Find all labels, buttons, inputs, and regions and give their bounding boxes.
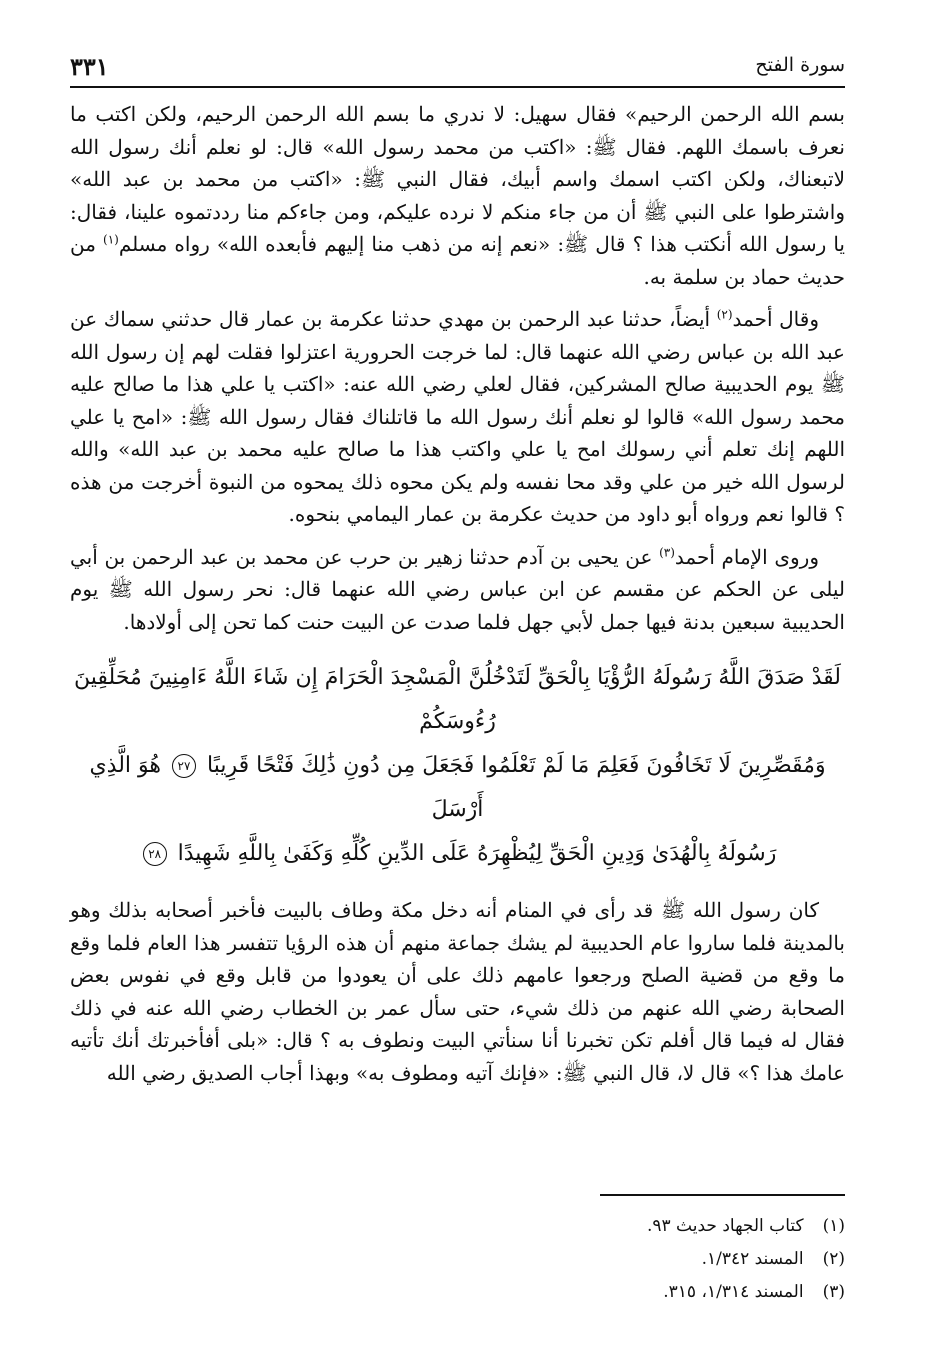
paragraph-2: وقال أحمد$^{(٢)}$ أيضاً، حدثنا عبد الرحمن بن مهدي حدثنا عكرمة بن عمار قال حدثني سماك عن عبد الله بن عباس رضي الله عنهما قال: لما خرجت الحرورية اعتزلوا فقلت لهم إن رسول الله ﷺ يوم الحديبية صالح المشركين، فقال لعلي رضي الله عنه: «اكتب يا علي هذا ما صالح عليه محمد رسول الله» قالوا لو نعلم أنك رسول الله ما قاتلناك فقال رسول الله ﷺ: «امح يا علي اللهم إنك تعلم أني رسولك امح يا علي واكتب هذا ما صالح عليه محمد بن عبد الله» والله لرسول الله خير من علي وقد محا نفسه ولم يكن محوه ذلك يمحوه من النبوة أخرجت من هذه ؟ قالوا نعم ورواه أبو داود من حديث عكرمة بن عمار اليمامي بنحوه. [70, 307, 845, 526]
footnotes [445, 1210, 845, 1309]
footnote-ref-3: (٣) [659, 544, 675, 559]
paragraph-1: بسم الله الرحمن الرحيم» فقال سهيل: لا ندري ما بسم الله الرحمن الرحيم، ولكن اكتب ما نعرف باسمك اللهم. فقال ﷺ: «اكتب من محمد رسول الله» قال: لو نعلم أنك رسول الله لاتبعناك، ولكن اكتب اسمك واسم أبيك، فقال النبي ﷺ: «اكتب من محمد بن عبد الله» واشترطوا على النبي ﷺ أن من جاء منكم لا نرده عليكم، ومن جاءكم منا رددتموه علينا، فقال: يا رسول الله أنكتب هذا ؟ قال ﷺ: «نعم إنه من ذهب منا إليهم فأبعده الله» رواه مسلم$^{(١)}$ من حديث حماد بن سلمة به. [70, 102, 845, 289]
footnote-text: المسند ١/٣١٤، ٣١٥. [663, 1282, 804, 1302]
footnote-ref-2: (٢) [716, 307, 733, 322]
footnote-text: كتاب الجهاد حديث ٩٣. [646, 1216, 804, 1236]
surah-title: سورة الفتح [755, 54, 845, 76]
main-text [70, 98, 845, 1099]
quran-line-3: رَسُولَهُ بِالْهُدَىٰ وَدِينِ الْحَقِّ لِيُظْهِرَهُ عَلَى الدِّينِ كُلِّهِ وَكَفَىٰ بِاللَّهِ شَهِيدًا ٢٨ [70, 832, 845, 876]
footnote [445, 1210, 845, 1243]
footnote-ref-1: (١) [103, 232, 119, 247]
footnote-number: (١) [822, 1216, 845, 1236]
header-divider [70, 86, 845, 88]
footnote [445, 1243, 845, 1276]
paragraph-4: كان رسول الله ﷺ قد رأى في المنام أنه دخل مكة وطاف بالبيت فأخبر أصحابه بذلك وهو بالمدينة فلما ساروا عام الحديبية لم يشك جماعة منهم أن هذه الرؤيا تتفسر هذا العام فلما وقع ما وقع من قضية الصلح ورجعوا عامهم ذلك على أن يعودوا من قابل وقع في نفوس بعض الصحابة رضي الله عنهم من ذلك شيء، حتى سأل عمر بن الخطاب رضي الله عنه في ذلك فقال له فيما قال أفلم تكن تخبرنا أنا سنأتي البيت ونطوف به ؟ قال: «بلى أفأخبرتك أنك تأتيه عامك هذا ؟» قال لا، قال النبي ﷺ: «فإنك آتيه ومطوف به» وبهذا أجاب الصديق رضي الله [70, 898, 845, 1085]
footnote-number: (٢) [822, 1249, 845, 1269]
ayah-number-marker: ٢٨ [143, 842, 167, 866]
page-header [70, 48, 845, 88]
quran-line-1: لَقَدْ صَدَقَ اللَّهُ رَسُولَهُ الرُّؤْيَا بِالْحَقِّ لَتَدْخُلُنَّ الْمَسْجِدَ الْحَرَامَ إِن شَاءَ اللَّهُ ءَامِنِينَ مُحَلِّقِينَ رُءُوسَكُمْ [74, 665, 841, 734]
page-number: ٣٣١ [70, 52, 109, 81]
footnote-number: (٣) [822, 1282, 845, 1302]
footnote-text: المسند ١/٣٤٢. [701, 1249, 804, 1269]
footnote-divider [600, 1194, 845, 1196]
quran-verses [70, 656, 845, 876]
quran-line-2: وَمُقَصِّرِينَ لَا تَخَافُونَ فَعَلِمَ مَا لَمْ تَعْلَمُوا فَجَعَلَ مِن دُونِ ذَٰلِكَ فَتْحًا قَرِيبًا ٢٧ هُوَ الَّذِي أَرْسَلَ [89, 753, 826, 822]
footnote [445, 1276, 845, 1309]
paragraph-3: وروى الإمام أحمد$^{(٣)}$ عن يحيى بن آدم حدثنا زهير بن حرب عن محمد بن عبد الرحمن بن أبي ليلى عن الحكم عن مقسم عن ابن عباس رضي الله عنهما قال: نحر رسول الله ﷺ يوم الحديبية سبعين بدنة فيها جمل لأبي جهل فلما صدت عن البيت حنت كما تحن إلى أولادها. [70, 544, 845, 634]
ayah-number-marker: ٢٧ [172, 754, 196, 778]
